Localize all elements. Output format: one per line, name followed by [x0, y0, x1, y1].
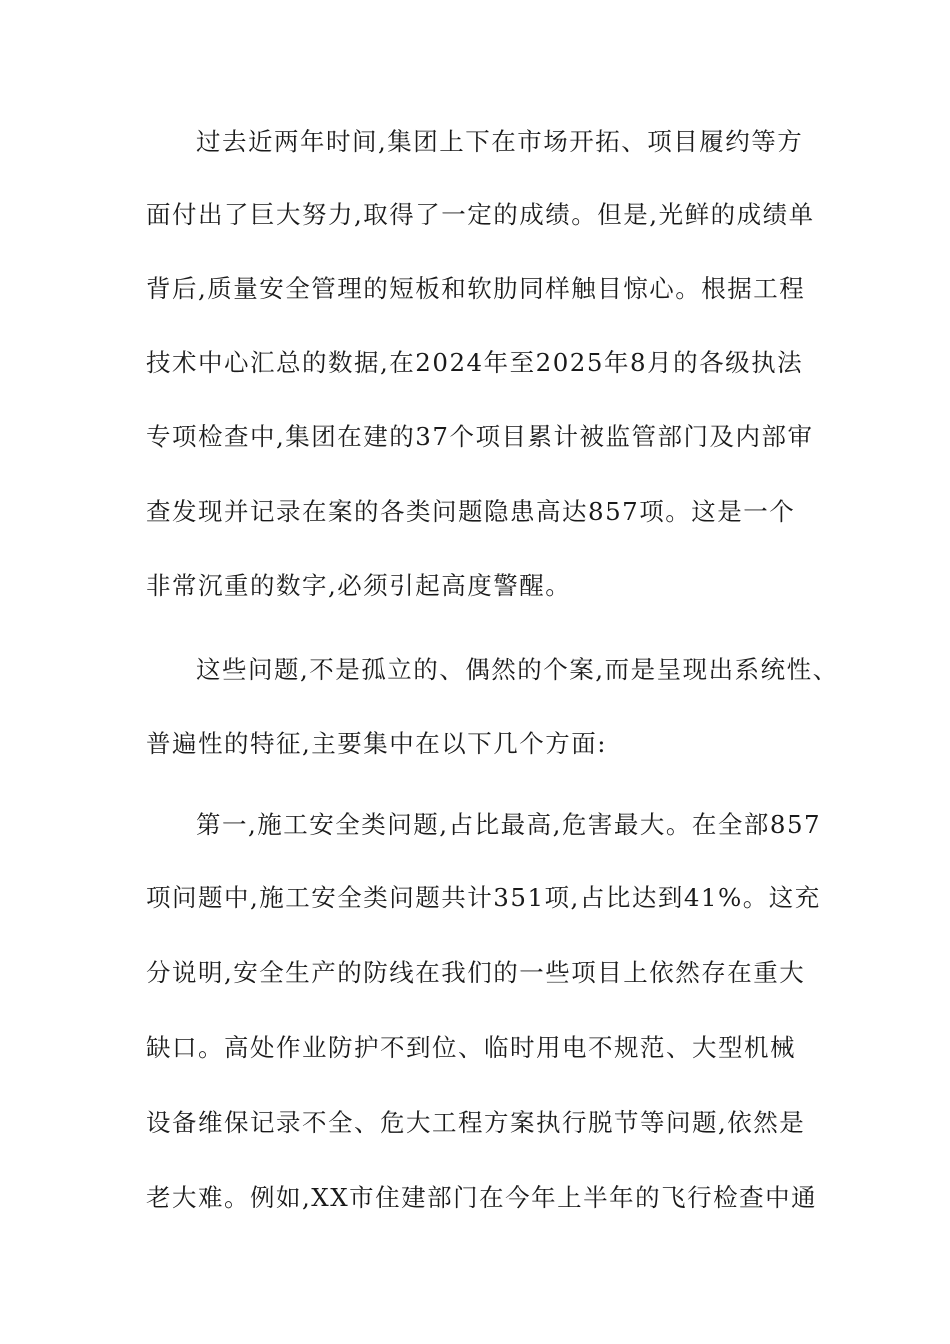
paragraph-1-line-5: 专项检查中,集团在建的37个项目累计被监管部门及内部审 — [146, 422, 814, 451]
paragraph-3-line-3: 分说明,安全生产的防线在我们的一些项目上依然存在重大 — [146, 958, 806, 987]
paragraph-3-line-4: 缺口。高处作业防护不到位、临时用电不规范、大型机械 — [146, 1033, 796, 1062]
paragraph-1-line-1: 过去近两年时间,集团上下在市场开拓、项目履约等方 — [196, 127, 804, 156]
paragraph-1-line-6: 查发现并记录在案的各类问题隐患高达857项。这是一个 — [146, 497, 796, 526]
paragraph-3-line-1: 第一,施工安全类问题,占比最高,危害最大。在全部857 — [196, 810, 822, 839]
paragraph-1-line-3: 背后,质量安全管理的短板和软肋同样触目惊心。根据工程 — [146, 274, 806, 303]
paragraph-1-line-2: 面付出了巨大努力,取得了一定的成绩。但是,光鲜的成绩单 — [146, 200, 815, 229]
paragraph-3-line-5: 设备维保记录不全、危大工程方案执行脱节等问题,依然是 — [146, 1108, 806, 1137]
paragraph-1-line-7: 非常沉重的数字,必须引起高度警醒。 — [146, 571, 572, 600]
paragraph-1-line-4: 技术中心汇总的数据,在2024年至2025年8月的各级执法 — [146, 348, 804, 377]
paragraph-3-line-6: 老大难。例如,XX市住建部门在今年上半年的飞行检查中通 — [146, 1183, 818, 1212]
paragraph-2-line-1: 这些问题,不是孤立的、偶然的个案,而是呈现出系统性、 — [196, 655, 839, 684]
paragraph-2-line-2: 普遍性的特征,主要集中在以下几个方面: — [146, 729, 608, 758]
paragraph-3-line-2: 项问题中,施工安全类问题共计351项,占比达到41%。这充 — [146, 883, 821, 912]
